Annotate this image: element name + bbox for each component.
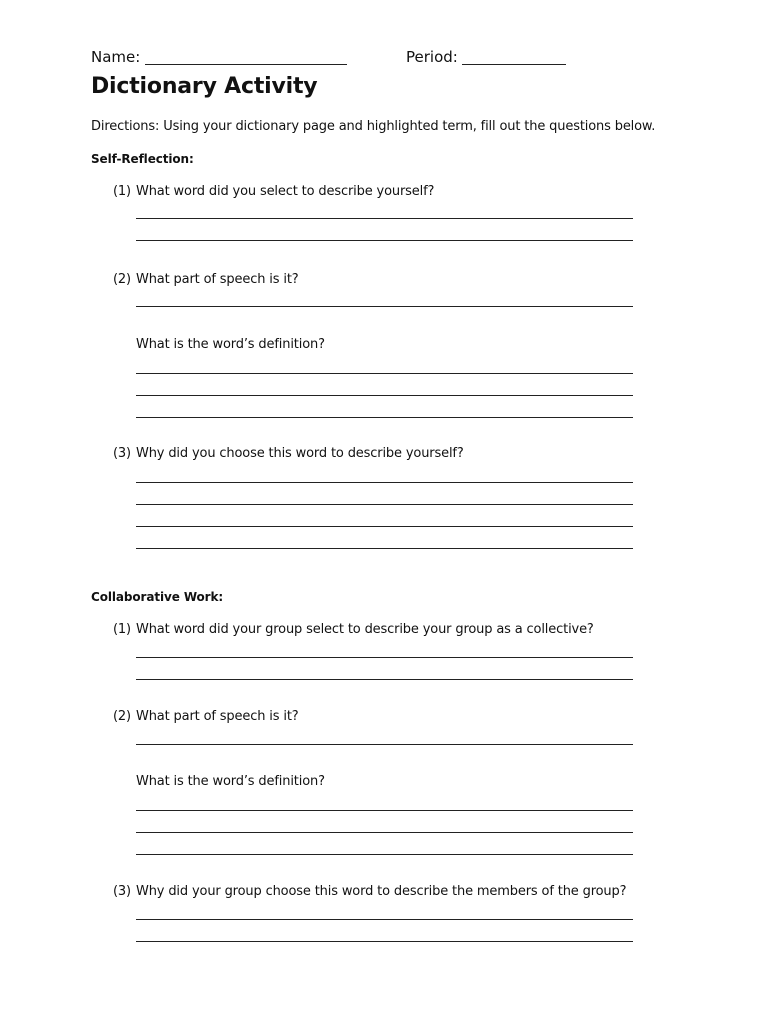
name-field[interactable] — [145, 64, 347, 65]
sr-q3-answer-line[interactable] — [136, 482, 633, 483]
sr-q3-number: (3) — [113, 446, 131, 461]
cw-q3-answer-line[interactable] — [136, 941, 633, 942]
sr-q2b-answer-line[interactable] — [136, 373, 633, 374]
period-label: Period: — [406, 48, 458, 66]
cw-q2-text: What part of speech is it? — [136, 709, 299, 724]
sr-q3-answer-line[interactable] — [136, 526, 633, 527]
sr-q3-answer-line[interactable] — [136, 548, 633, 549]
sr-q2b-text: What is the word’s definition? — [136, 337, 325, 352]
page-title: Dictionary Activity — [91, 74, 318, 99]
cw-q3-answer-line[interactable] — [136, 919, 633, 920]
cw-q2b-answer-line[interactable] — [136, 832, 633, 833]
collaborative-work-heading: Collaborative Work: — [91, 590, 224, 604]
sr-q2b-answer-line[interactable] — [136, 417, 633, 418]
cw-q2b-answer-line[interactable] — [136, 854, 633, 855]
sr-q2-answer-line[interactable] — [136, 306, 633, 307]
period-field[interactable] — [462, 64, 566, 65]
cw-q2b-text: What is the word’s definition? — [136, 774, 325, 789]
sr-q1-text: What word did you select to describe yourself? — [136, 184, 435, 199]
cw-q1-text: What word did your group select to describe your group as a collective? — [136, 622, 594, 637]
sr-q3-text: Why did you choose this word to describe yourself? — [136, 446, 464, 461]
cw-q3-text: Why did your group choose this word to describe the members of the group? — [136, 884, 627, 899]
directions-text: Directions: Using your dictionary page and highlighted term, fill out the questions below. — [91, 119, 656, 134]
self-reflection-heading: Self-Reflection: — [91, 152, 194, 166]
cw-q2-answer-line[interactable] — [136, 744, 633, 745]
sr-q2-text: What part of speech is it? — [136, 272, 299, 287]
sr-q2-number: (2) — [113, 272, 131, 287]
cw-q1-number: (1) — [113, 622, 131, 637]
sr-q1-answer-line[interactable] — [136, 240, 633, 241]
cw-q1-answer-line[interactable] — [136, 657, 633, 658]
sr-q3-answer-line[interactable] — [136, 504, 633, 505]
sr-q1-number: (1) — [113, 184, 131, 199]
sr-q2b-answer-line[interactable] — [136, 395, 633, 396]
cw-q2b-answer-line[interactable] — [136, 810, 633, 811]
cw-q1-answer-line[interactable] — [136, 679, 633, 680]
cw-q3-number: (3) — [113, 884, 131, 899]
sr-q1-answer-line[interactable] — [136, 218, 633, 219]
cw-q2-number: (2) — [113, 709, 131, 724]
name-label: Name: — [91, 48, 141, 66]
